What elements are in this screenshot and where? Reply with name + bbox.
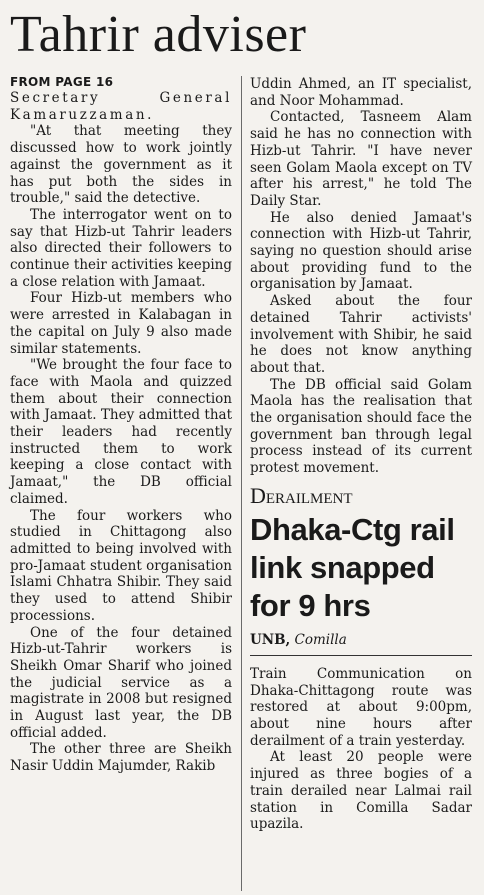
byline-place: Comilla bbox=[294, 631, 347, 648]
right-column bbox=[250, 76, 472, 833]
section-label: Derailment bbox=[250, 482, 353, 508]
left-paragraph: The other three are Sheikh Nasir Uddin Majumder, Rakib bbox=[10, 741, 232, 775]
left-paragraph: Four Hizb-ut members who were arrested in Kalabagan in the capital on July 9 also made similar statements. bbox=[10, 290, 232, 357]
right-paragraph: Uddin Ahmed, an IT specialist, and Noor Mohammad. bbox=[250, 76, 472, 109]
continuation-kicker: FROM PAGE 16 bbox=[10, 75, 114, 89]
story-paragraph: Train Communication on Dhaka-Chittagong route was restored at about 9:00pm, about nine hours after derailment of a train yesterday. bbox=[250, 665, 472, 749]
right-paragraph: The DB official said Golam Maola has the realisation that the organisation should face the government ban through legal process instead of its current protest movement. bbox=[250, 376, 472, 477]
right-paragraph: Contacted, Tasneem Alam said he has no connection with Hizb-ut Tahrir. "I have never seen Golam Maola except on TV after his arrest," he told The Daily Star. bbox=[250, 109, 472, 209]
left-paragraph: "At that meeting they discussed how to work jointly against the government as it has put both the sides in trouble," said the detective. bbox=[10, 123, 232, 207]
right-paragraph: He also denied Jamaat's connection with Hizb-ut Tahrir, saying no question should arise about providing fund to the organisation by Jamaat. bbox=[250, 209, 472, 293]
left-paragraph: Secretary General Kamaruzzaman. bbox=[10, 90, 232, 123]
left-paragraph: The four workers who studied in Chittagong also admitted to being involved with pro-Jamaat student organisation Islami Chhatra Shibir. They said they used to attend Shibir processions. bbox=[10, 507, 232, 624]
byline bbox=[250, 631, 472, 656]
left-column bbox=[10, 74, 232, 775]
left-paragraph: The interrogator went on to say that Hizb-ut Tahrir leaders also directed their followers to continue their activities keeping a close relation with Jamaat. bbox=[10, 206, 232, 290]
left-paragraph: One of the four detained Hizb-ut-Tahrir workers is Sheikh Omar Sharif who joined the judicial service as a magistrate in 2008 but resigned in August last year, the DB official added. bbox=[10, 624, 232, 741]
headline: Tahrir adviser bbox=[10, 6, 307, 63]
right-paragraph: Asked about the four detained Tahrir activists' involvement with Shibir, he said he does not know anything about that. bbox=[250, 293, 472, 376]
byline-agency: UNB, bbox=[250, 631, 291, 648]
story-paragraph: At least 20 people were injured as three bogies of a train derailed near Lalmai rail station in Comilla Sadar upazila. bbox=[250, 749, 472, 833]
subheadline: Dhaka-Ctg rail link snapped for 9 hrs bbox=[250, 511, 455, 623]
column-divider bbox=[241, 76, 242, 891]
left-paragraph: "We brought the four face to face with Maola and quizzed them about their connection with Jamaat. They admitted that their leaders had recently instructed them to work keeping a close contact with Jamaat," the DB official claimed. bbox=[10, 357, 232, 507]
